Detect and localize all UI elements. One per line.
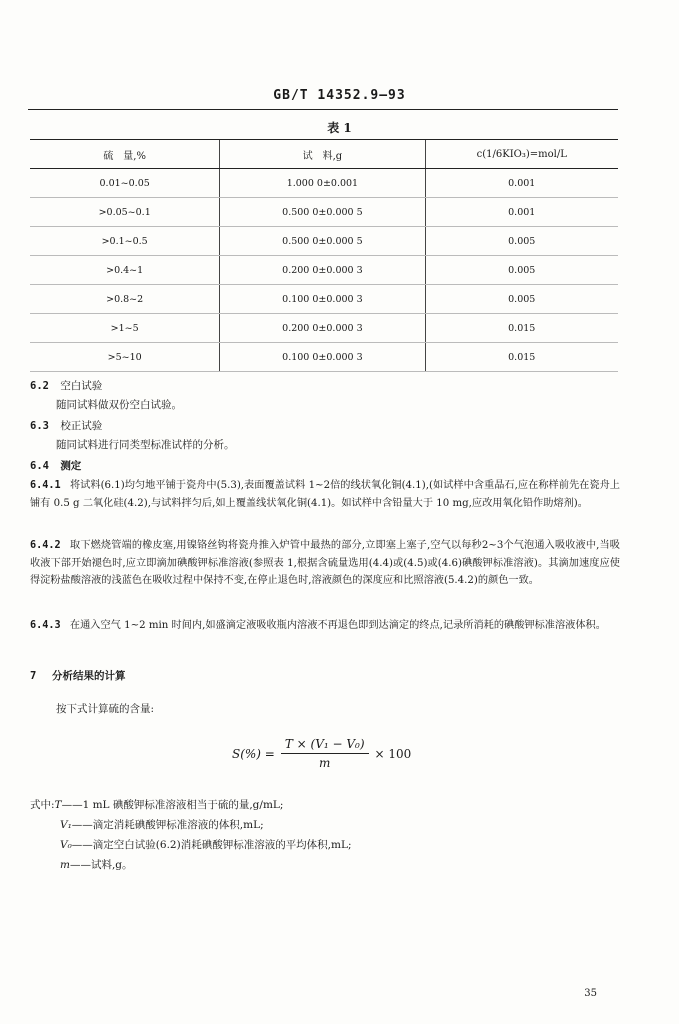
section-6-2-heading <box>30 378 102 394</box>
legend-prefix: 式中: <box>30 799 55 811</box>
cell-sulfur: >0.05~0.1 <box>30 198 220 227</box>
cell-conc: 0.001 <box>425 169 618 198</box>
section-title: 测定 <box>60 460 82 472</box>
section-6-2-text: 随同试料做双份空白试验。 <box>56 399 182 411</box>
table-title: 表 1 <box>327 121 352 135</box>
table-row <box>30 169 618 198</box>
header-concentration: c(1/6KIO₃)=mol/L <box>425 140 618 169</box>
legend-text: ——滴定消耗碘酸钾标准溶液的体积,mL; <box>71 819 264 831</box>
section-number: 6.4.2 <box>30 540 61 551</box>
cell-conc: 0.015 <box>425 343 618 372</box>
header-sulfur-content: 硫 量,% <box>30 140 220 169</box>
section-title: 校正试验 <box>60 420 103 432</box>
section-7-intro: 按下式计算硫的含量: <box>56 703 155 715</box>
cell-sulfur: >1~5 <box>30 314 220 343</box>
cell-sulfur: >5~10 <box>30 343 220 372</box>
cell-mass: 0.200 0±0.000 3 <box>220 314 425 343</box>
section-6-4-heading <box>30 458 81 474</box>
section-number: 6.4.1 <box>30 480 61 491</box>
section-number: 6.2 <box>30 380 49 392</box>
section-title: 空白试验 <box>60 380 103 392</box>
legend-item <box>60 837 352 853</box>
table-row <box>30 227 618 256</box>
legend-symbol: V₁ <box>60 819 72 831</box>
legend-symbol: V₀ <box>60 839 72 851</box>
cell-sulfur: >0.8~2 <box>30 285 220 314</box>
cell-sulfur: 0.01~0.05 <box>30 169 220 198</box>
legend-text: ——试料,g。 <box>69 859 133 871</box>
formula-rhs: × 100 <box>374 746 412 761</box>
table-row <box>30 343 618 372</box>
section-number: 6.3 <box>30 420 49 432</box>
legend-symbol: T <box>54 799 62 811</box>
table-row <box>30 198 618 227</box>
section-text: 取下燃烧管端的橡皮塞,用镍铬丝钩将瓷舟推入炉管中最热的部分,立即塞上塞子,空气以每秒2~3个气泡通入吸收液中,当吸收液下部开始褪色时,应立即滴加碘酸钾标准溶液(参照表 1,根据含硫量选用(4.4)或(4.5)或(4.6)碘酸钾标准溶液)。其滴加速度应使得淀粉盐酸溶液的浅蓝色在吸收过程中保持不变,在停止退色时,溶液颜色的深度应和比照溶液(5.4.2)的颜色一致。 <box>30 540 620 586</box>
formula-numerator: T × (V₁ − V₀) <box>281 737 369 754</box>
table-row <box>30 285 618 314</box>
page-number: 35 <box>584 988 597 999</box>
header-sample-mass: 试 料,g <box>220 140 425 169</box>
section-text: 将试料(6.1)均匀地平铺于瓷舟中(5.3),表面覆盖试料 1~2倍的线状氧化铜(4.1),(如试样中含重晶石,应在称样前先在瓷舟上铺有 0.5 g 二氧化硅(4.2),与试料拌匀后,如上覆盖线状氧化铜(4.1)。如试样中含铅量大于 10 mg,应改用氧化铅作助熔剂)。 <box>30 480 620 509</box>
cell-mass: 0.500 0±0.000 5 <box>220 198 425 227</box>
formula-fraction <box>281 737 369 770</box>
cell-mass: 0.100 0±0.000 3 <box>220 343 425 372</box>
header-rule <box>28 109 618 110</box>
formula-denominator: m <box>319 756 331 770</box>
legend-item <box>60 857 133 873</box>
section-6-4-3 <box>30 617 620 635</box>
section-number: 6.4 <box>30 460 49 472</box>
sulfur-formula <box>232 737 411 770</box>
legend-symbol: m <box>60 859 70 871</box>
legend-text: ——滴定空白试验(6.2)消耗碘酸钾标准溶液的平均体积,mL; <box>71 839 352 851</box>
cell-mass: 1.000 0±0.001 <box>220 169 425 198</box>
cell-conc: 0.005 <box>425 256 618 285</box>
cell-conc: 0.015 <box>425 314 618 343</box>
section-text: 在通入空气 1~2 min 时间内,如盛滴定液吸收瓶内溶液不再退色即到达滴定的终点,记录所消耗的碘酸钾标准溶液体积。 <box>69 620 606 631</box>
section-6-4-1 <box>30 477 620 512</box>
cell-conc: 0.005 <box>425 285 618 314</box>
section-title: 分析结果的计算 <box>51 670 126 682</box>
legend-item <box>30 797 283 813</box>
table-header-row <box>30 140 618 169</box>
document-header: GB/T 14352.9—93 <box>273 88 406 103</box>
section-number: 6.4.3 <box>30 620 61 631</box>
section-6-3-text: 随同试料进行同类型标准试样的分析。 <box>56 439 235 451</box>
section-6-4-2 <box>30 537 620 590</box>
section-7-heading <box>30 668 125 684</box>
sulfur-table <box>30 139 618 372</box>
table-row <box>30 256 618 285</box>
cell-mass: 0.100 0±0.000 3 <box>220 285 425 314</box>
cell-sulfur: >0.1~0.5 <box>30 227 220 256</box>
cell-sulfur: >0.4~1 <box>30 256 220 285</box>
legend-text: ——1 mL 碘酸钾标准溶液相当于硫的量,g/mL; <box>61 799 284 811</box>
cell-mass: 0.200 0±0.000 3 <box>220 256 425 285</box>
cell-conc: 0.005 <box>425 227 618 256</box>
table-row <box>30 314 618 343</box>
formula-lhs: S(%) = <box>232 746 275 761</box>
cell-mass: 0.500 0±0.000 5 <box>220 227 425 256</box>
cell-conc: 0.001 <box>425 198 618 227</box>
legend-item <box>60 817 264 833</box>
section-6-3-heading <box>30 418 102 434</box>
section-number: 7 <box>30 670 37 682</box>
